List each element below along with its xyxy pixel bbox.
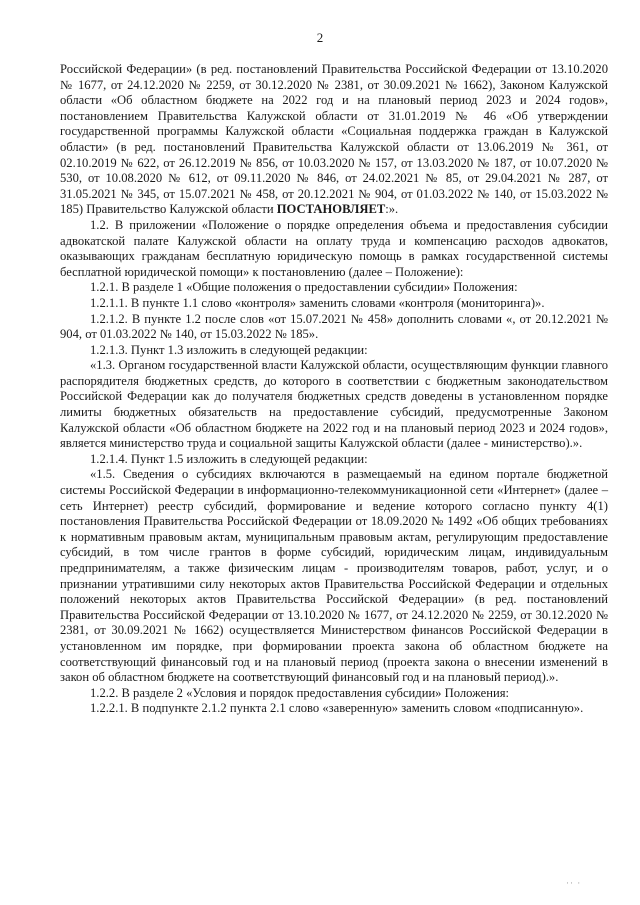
paragraph-text: Российской Федерации» (в ред. постановлений Правительства Российской Федерации от 13.10.2020 № 1677, от 24.12.2020 № 2259, от 30.12.2020 № 2381, от 30.09.2021 № 1662), Законом Калужской области «Об областном бюджете на 2022 год и на плановый период 2023 и 2024 годов», постановлением Правительства Калужской области от 31.01.2019 № 46 «Об утверждении государственной программы Калужской области «Социальная поддержка граждан в Калужской области» (в ред. постановлений Правительства Калужской области от 13.06.2019 № 361, от 02.10.2019 № 622, от 26.12.2019 № 856, от 10.03.2020 № 157, от 13.03.2020 № 187, от 10.07.2020 № 530, от 10.08.2020 № 612, от 09.11.2020 № 846, от 24.02.2021 № 85, от 29.04.2021 № 287, от 31.05.2021 № 345, от 15.07.2021 № 458, от 20.12.2021 № 904, от 01.03.2022 № 140, от 15.03.2022 № 185) Правительство Калужской области: [60, 62, 608, 217]
paragraph-1-2-1: 1.2.1. В разделе 1 «Общие положения о предоставлении субсидии» Положения:: [90, 280, 518, 295]
paragraph-intro-continuation: [60, 62, 608, 218]
paragraph-clause-1-3: «1.3. Органом государственной власти Калужской области, осуществляющим функции главного распорядителя бюджетных средств, до которого в соответствии с бюджетным законодательством Российской Федерации как до получателя бюджетных средств доведены в установленном порядке лимиты бюджетных обязательств на предоставление субсидий, предусмотренные Законом Калужской области «Об областном бюджете на 2022 год и на плановый период 2023 и 2024 годов», является министерство труда и социальной защиты Калужской области (далее - министерство).».: [60, 358, 608, 451]
paragraph-1-2-1-2: 1.2.1.2. В пункте 1.2 после слов «от 15.07.2021 № 458» дополнить словами «, от 20.12.2021 № 904, от 01.03.2022 № 140, от 15.03.2022 № 185».: [60, 311, 608, 342]
paragraph-1-2-1-1: 1.2.1.1. В пункте 1.1 слово «контроля» заменить словами «контроля (мониторинга)».: [90, 295, 545, 310]
paragraph-1-2: 1.2. В приложении «Положение о порядке определения объема и предоставления субсидии адвокатской палате Калужской области на оплату труда и компенсацию расходов адвокатов, оказывающих гражданам бесплатную юридическую помощь в рамках государственной системы бесплатной юридической помощи» к постановлению (далее – Положение):: [60, 217, 608, 279]
paragraph-tail: :».: [385, 202, 399, 217]
paragraph-1-2-1-4: 1.2.1.4. Пункт 1.5 изложить в следующей редакции:: [90, 451, 368, 466]
paragraph-clause-1-5: «1.5. Сведения о субсидиях включаются в размещаемый на едином портале бюджетной системы Российской Федерации в информационно-телекоммуникационной сети «Интернет» (далее – сеть Интернет) реестр субсидий, формирование и ведение которого согласно пункту 4(1) постановления Правительства Российской Федерации от 18.09.2020 № 1492 «Об общих требованиях к нормативным правовым актам, муниципальным правовым актам, регулирующим предоставление субсидий, в том числе грантов в форме субсидий, юридическим лицам, индивидуальным предпринимателям, а также физическим лицам - производителям товаров, работ, услуг, и о признании утратившими силу некоторых актов Правительства Российской Федерации и отдельных положений некоторых актов Правительства Российской Федерации» (в ред. постановлений Правительства Российской Федерации от 13.10.2020 № 1677, от 24.12.2020 № 2259, от 30.12.2020 № 2381, от 30.09.2021 № 1662) осуществляется Министерством финансов Российской Федерации в установленном им порядке, при формировании проекта закона об областном бюджете на соответствующий финансовый год и на плановый период (проекта закона о внесении изменений в закон об областном бюджете на соответствующий финансовый год и на плановый период).».: [60, 467, 608, 685]
scan-speck-mark: ·· ·: [566, 878, 582, 888]
page-number: 2: [316, 30, 324, 45]
document-body: [60, 62, 608, 717]
paragraph-1-2-2: 1.2.2. В разделе 2 «Условия и порядок предоставления субсидии» Положения:: [90, 685, 510, 700]
paragraph-bold-keyword: ПОСТАНОВЛЯЕТ: [276, 202, 386, 217]
paragraph-1-2-2-1: 1.2.2.1. В подпункте 2.1.2 пункта 2.1 слово «заверенную» заменить словом «подписанную».: [90, 701, 584, 716]
paragraph-1-2-1-3: 1.2.1.3. Пункт 1.3 изложить в следующей редакции:: [90, 342, 368, 357]
